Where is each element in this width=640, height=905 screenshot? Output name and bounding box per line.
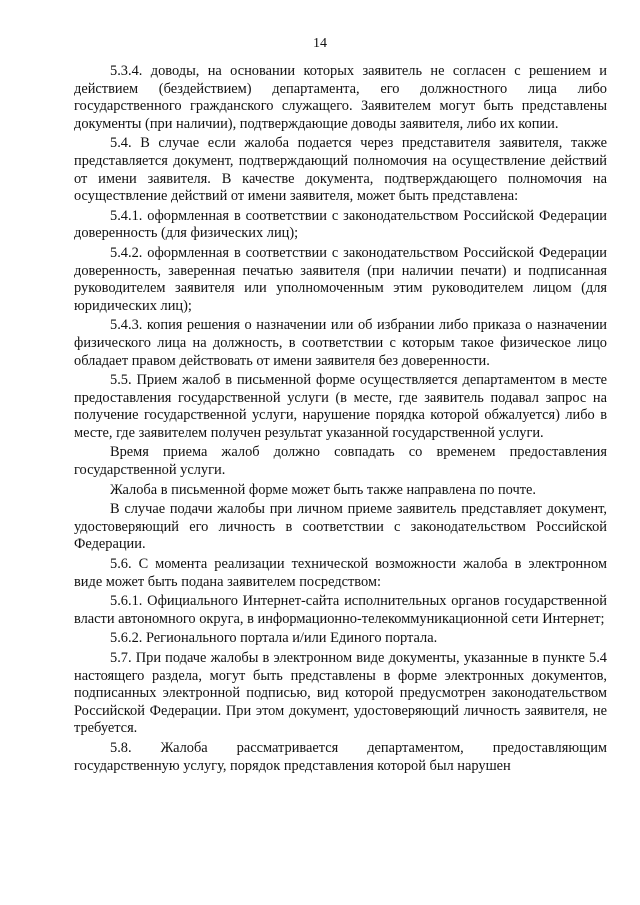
paragraph-personal-reception: В случае подачи жалобы при личном приеме заявитель представляет документ, удостоверяющий его личность в соответствии с законодательством Российской Федерации. [74, 501, 607, 553]
document-body [74, 63, 607, 775]
paragraph-mail: Жалоба в письменной форме может быть также направлена по почте. [110, 481, 537, 498]
paragraph-5-7: 5.7. При подаче жалобы в электронном виде документы, указанные в пункте 5.4 настоящего раздела, могут быть представлены в форме электронных документов, подписанных электронной подписью, вид которой предусмотрен законодательством Российской Федерации. При этом документ, удостоверяющий личность заявителя, не требуется. [74, 650, 607, 737]
paragraph-5-8: 5.8. Жалоба рассматривается департаментом, предоставляющим государственную услугу, порядок представления которой был нарушен [74, 739, 607, 774]
paragraph-5-4-1: 5.4.1. оформленная в соответствии с законодательством Российской Федерации доверенность (для физических лиц); [74, 207, 607, 242]
paragraph-reception-time: Время приема жалоб должно совпадать со временем предоставления государственной услуги. [74, 444, 607, 479]
paragraph-5-4-3: 5.4.3. копия решения о назначении или об избрании либо приказа о назначении физического лица на должность, в соответствии с которым такое физическое лицо обладает правом действовать от имени заявителя без доверенности. [74, 317, 607, 369]
paragraph-5-3-4: 5.3.4. доводы, на основании которых заявитель не согласен с решением и действием (бездействием) департамента, его должностного лица либо государственного гражданского служащего. Заявителем могут быть представлены документы (при наличии), подтверждающие доводы заявителя, либо их копии. [74, 63, 607, 132]
page-number: 14 [313, 36, 327, 51]
paragraph-5-6: 5.6. С момента реализации технической возможности жалоба в электронном виде может быть подана заявителем посредством: [74, 556, 607, 590]
paragraph-5-6-1: 5.6.1. Официального Интернет-сайта исполнительных органов государственной власти автономного округа, в информационно-телекоммуникационной сети Интернет; [74, 593, 607, 627]
paragraph-5-4: 5.4. В случае если жалоба подается через представителя заявителя, также представляется документ, подтверждающий полномочия на осуществление действий от имени заявителя. В качестве документа, подтверждающего полномочия на осуществление действий от имени заявителя, может быть представлена: [74, 135, 607, 205]
paragraph-5-6-2: 5.6.2. Регионального портала и/или Единого портала. [110, 630, 438, 647]
paragraph-5-5: 5.5. Прием жалоб в письменной форме осуществляется департаментом в месте предоставления государственной услуги (в месте, где заявитель подавал запрос на получение государственной услуги, нарушение порядка которой обжалуется) либо в месте, где заявителем получен результат указанной государственной услуги. [74, 372, 607, 441]
paragraph-5-4-2: 5.4.2. оформленная в соответствии с законодательством Российской Федерации доверенность, заверенная печатью заявителя (при наличии печати) и подписанная руководителем заявителя или уполномоченным этим руководителем лицом (для юридических лиц); [74, 244, 607, 314]
